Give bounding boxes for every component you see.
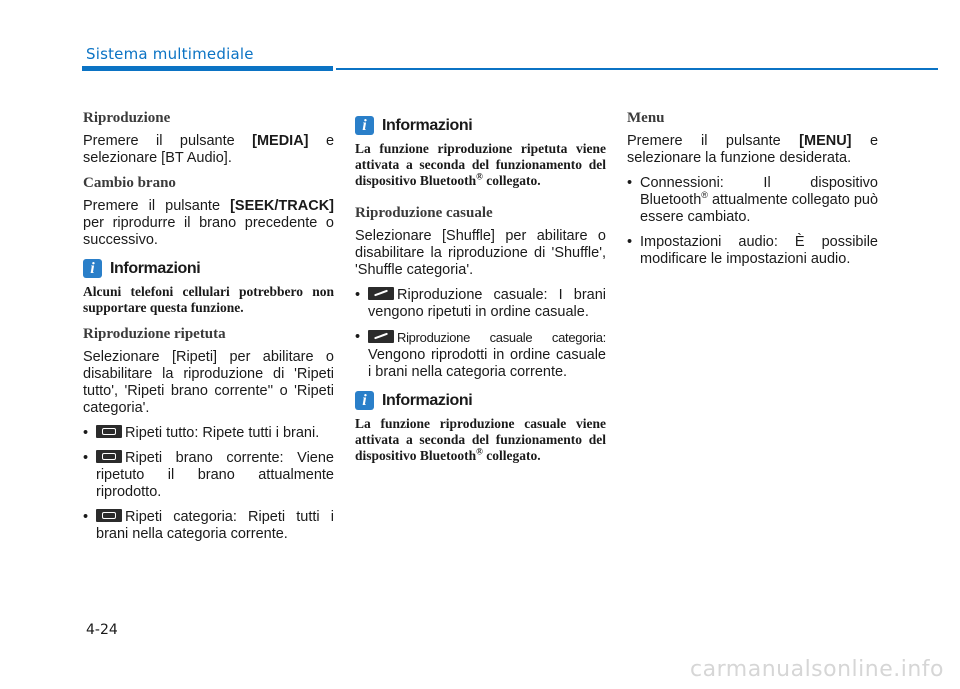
heading-riproduzione-casuale: Riproduzione casuale: [355, 205, 493, 221]
info-box-header: [355, 116, 606, 135]
key-media: [MEDIA]: [252, 133, 309, 149]
column-middle: [355, 110, 606, 474]
key-menu: [MENU]: [799, 133, 852, 149]
header-rule-thick: [82, 66, 333, 71]
list-item: • Connessioni: Il dispositivo Bluetooth® attualmente collegato può essere cambiato.: [627, 175, 878, 226]
repeat-one-icon: [96, 450, 122, 463]
list-item: • Ripeti tutto: Ripete tutti i brani.: [83, 425, 334, 442]
info-box-header: [83, 259, 334, 278]
info-title: Informazioni: [382, 117, 473, 134]
info-note: La funzione riproduzione ripetuta viene attivata a seconda del funzionamento del dispositivo Bluetooth® collegato.: [355, 141, 606, 188]
info-note: La funzione riproduzione casuale viene attivata a seconda del funzionamento del dispositivo Bluetooth® collegato.: [355, 416, 606, 463]
repeat-category-icon: [96, 509, 122, 522]
heading-cambio-brano: Cambio brano: [83, 175, 176, 191]
info-icon: i: [355, 116, 374, 135]
info-title: Informazioni: [382, 392, 473, 409]
heading-riproduzione: Riproduzione: [83, 110, 171, 126]
shuffle-list: [355, 287, 606, 381]
info-box-header: [355, 391, 606, 410]
column-left: [83, 110, 334, 551]
shuffle-icon: [368, 287, 394, 300]
paragraph-menu: Premere il pulsante [MENU] e selezionare la funzione desiderata.: [627, 133, 879, 166]
list-item: • Impostazioni audio: È possibile modificare le impostazioni audio.: [627, 234, 878, 268]
heading-menu: Menu: [627, 110, 665, 126]
column-right: [627, 110, 878, 276]
list-item: • Riproduzione casuale categoria: Vengono riprodotti in ordine casuale i brani nella categoria corrente.: [355, 329, 606, 381]
list-item: • Ripeti categoria: Ripeti tutti i brani nella categoria corrente.: [83, 509, 334, 543]
paragraph-cambio-brano: Premere il pulsante [SEEK/TRACK] per riprodurre il brano precedente o successivo.: [83, 198, 335, 248]
heading-riproduzione-ripetuta: Riproduzione ripetuta: [83, 326, 226, 342]
paragraph-riproduzione: Premere il pulsante [MEDIA] e selezionare [BT Audio].: [83, 133, 335, 166]
paragraph-ripetuta: Selezionare [Ripeti] per abilitare o disabilitare la riproduzione di 'Ripeti tutto', 'Ripeti brano corrente'' o 'Ripeti categoria'.: [83, 349, 334, 416]
header-rule-thin: [336, 68, 938, 70]
key-seek-track: [SEEK/TRACK]: [230, 198, 335, 214]
info-icon: i: [355, 391, 374, 410]
info-icon: i: [83, 259, 102, 278]
shuffle-category-icon: [368, 330, 394, 343]
repeat-all-icon: [96, 425, 122, 438]
paragraph-casuale: Selezionare [Shuffle] per abilitare o disabilitare la riproduzione di 'Shuffle', 'Shuffle categoria'.: [355, 228, 606, 278]
list-item: • Ripeti brano corrente: Viene ripetuto il brano attualmente riprodotto.: [83, 450, 334, 501]
menu-list: [627, 175, 878, 268]
watermark: carmanualsonline.info: [690, 657, 944, 682]
info-title: Informazioni: [110, 260, 201, 277]
page-number: 4-24: [86, 622, 118, 638]
section-title: Sistema multimediale: [86, 45, 254, 63]
list-item: • Riproduzione casuale: I brani vengono ripetuti in ordine casuale.: [355, 287, 606, 321]
info-note: Alcuni telefoni cellulari potrebbero non supportare questa funzione.: [83, 284, 334, 315]
repeat-list: [83, 425, 334, 543]
